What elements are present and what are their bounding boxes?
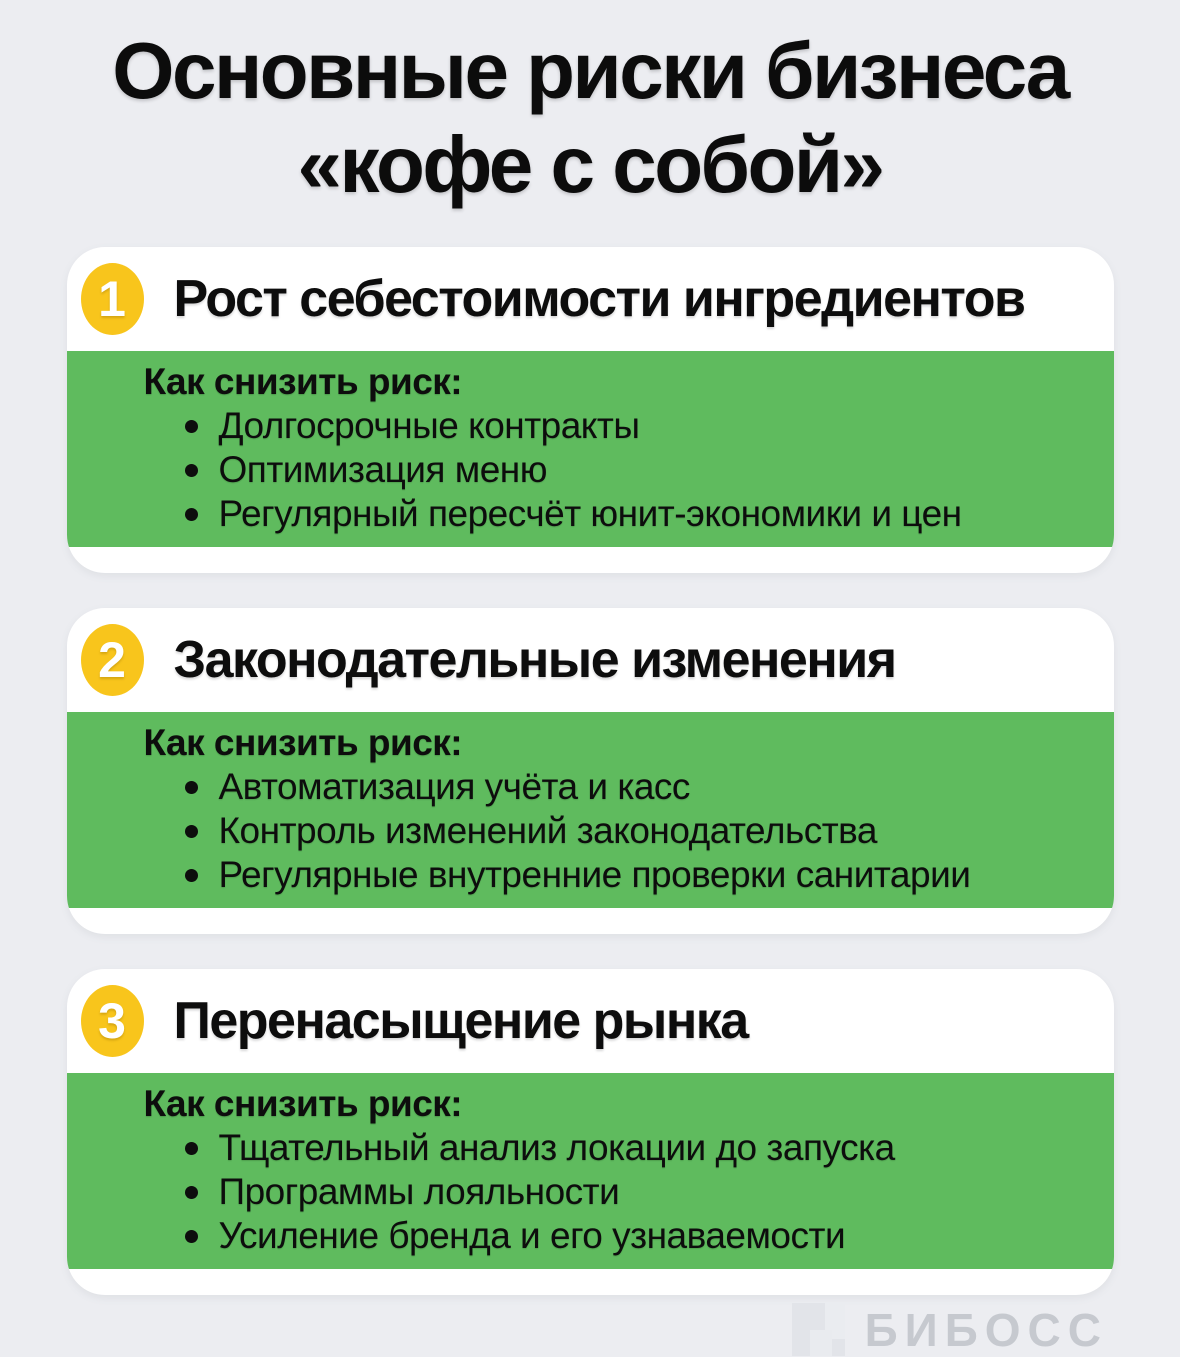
list-item: Регулярные внутренние проверки санитарии — [67, 853, 1094, 897]
number-badge-1 — [81, 263, 144, 335]
mitigation-list-3 — [67, 1126, 1094, 1258]
mitigation-panel-2 — [67, 712, 1114, 908]
badge-number-3: 3 — [98, 993, 126, 1050]
mitigation-list-1 — [67, 404, 1094, 536]
list-item: Контроль изменений законодательства — [67, 809, 1094, 853]
mitigation-panel-1 — [67, 351, 1114, 547]
mitigation-label-2: Как снизить риск: — [143, 722, 463, 764]
mitigation-list-2 — [67, 765, 1094, 897]
risk-title-1: Рост себестоимости ингредиентов — [173, 270, 1025, 329]
list-item: Оптимизация меню — [67, 448, 1094, 492]
footer — [0, 1295, 1180, 1357]
risk-card-1 — [67, 247, 1114, 573]
list-item: Программы лояльности — [67, 1170, 1094, 1214]
number-badge-2 — [81, 624, 144, 696]
list-item: Автоматизация учёта и касс — [67, 765, 1094, 809]
risk-card-3 — [67, 969, 1114, 1295]
number-badge-3 — [81, 985, 144, 1057]
list-item: Усиление бренда и его узнаваемости — [67, 1214, 1094, 1258]
risk-card-1-header — [67, 247, 1114, 351]
list-item: Регулярный пересчёт юнит-экономики и цен — [67, 492, 1094, 536]
risk-title-3: Перенасыщение рынка — [173, 992, 748, 1051]
brand-watermark: БИБОСС — [864, 1303, 1108, 1356]
list-item: Долгосрочные контракты — [67, 404, 1094, 448]
mitigation-label-3: Как снизить риск: — [143, 1083, 463, 1125]
page-title-line-1: Основные риски бизнеса — [112, 26, 1068, 115]
biboss-logo-icon — [792, 1303, 845, 1356]
risk-card-2 — [67, 608, 1114, 934]
list-item: Тщательный анализ локации до запуска — [67, 1126, 1094, 1170]
badge-number-2: 2 — [98, 632, 126, 689]
page-title — [0, 0, 1180, 211]
page-title-line-2: «кофе с собой» — [297, 119, 883, 209]
mitigation-panel-3 — [67, 1073, 1114, 1269]
mitigation-label-1: Как снизить риск: — [143, 361, 463, 403]
risk-title-2: Законодательные изменения — [173, 631, 896, 690]
risk-card-3-header — [67, 969, 1114, 1073]
risk-card-2-header — [67, 608, 1114, 712]
badge-number-1: 1 — [98, 271, 126, 328]
